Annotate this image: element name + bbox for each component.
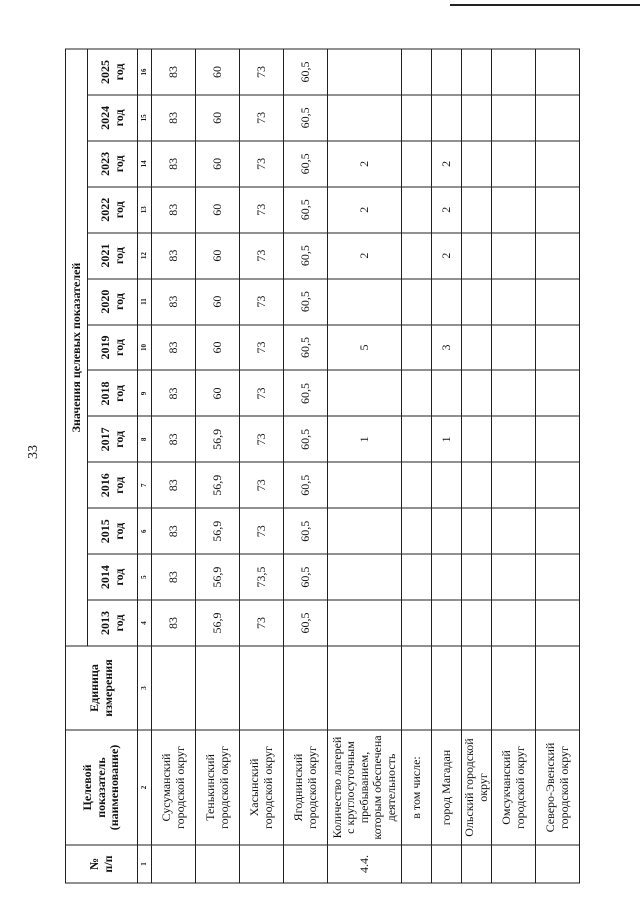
value-cell	[492, 462, 536, 508]
table-row	[536, 49, 580, 883]
indicator-name-cell: в том числе:	[402, 730, 432, 845]
row-number-cell: 4.4.	[328, 845, 402, 883]
value-cell: 73	[240, 49, 284, 95]
indicator-name-cell: Омсукчанский городской округ	[492, 730, 536, 845]
header-year: 2013 год	[88, 600, 138, 646]
header-year: 2019 год	[88, 325, 138, 371]
value-cell: 73,5	[240, 554, 284, 600]
table-row	[432, 49, 462, 883]
value-cell	[492, 416, 536, 462]
value-cell: 73	[240, 95, 284, 141]
header-year: 2015 год	[88, 508, 138, 554]
value-cell: 2	[328, 187, 402, 233]
header-year: 2021 год	[88, 233, 138, 279]
value-cell	[462, 370, 492, 416]
top-rule	[450, 4, 640, 6]
indicator-name-cell: Сусуманский городской округ	[152, 730, 196, 845]
value-cell: 73	[240, 187, 284, 233]
value-cell: 60,5	[284, 554, 328, 600]
value-cell	[536, 49, 580, 95]
value-cell	[432, 600, 462, 646]
value-cell: 83	[152, 462, 196, 508]
value-cell	[492, 508, 536, 554]
value-cell: 73	[240, 141, 284, 187]
value-cell: 60,5	[284, 600, 328, 646]
value-cell	[432, 508, 462, 554]
header-year: 2025 год	[88, 49, 138, 95]
value-cell	[402, 187, 432, 233]
value-cell: 3	[432, 325, 462, 371]
value-cell	[328, 49, 402, 95]
header-year: 2017 год	[88, 416, 138, 462]
value-cell: 56,9	[196, 416, 240, 462]
value-cell	[536, 141, 580, 187]
header-year: 2023 год	[88, 141, 138, 187]
value-cell: 60,5	[284, 49, 328, 95]
value-cell: 2	[328, 233, 402, 279]
value-cell: 73	[240, 600, 284, 646]
value-cell: 1	[432, 416, 462, 462]
column-number: 14	[138, 141, 152, 187]
value-cell	[462, 187, 492, 233]
value-cell	[462, 416, 492, 462]
value-cell: 83	[152, 187, 196, 233]
value-cell	[536, 187, 580, 233]
value-cell: 60,5	[284, 508, 328, 554]
value-cell: 83	[152, 600, 196, 646]
value-cell: 60,5	[284, 187, 328, 233]
value-cell	[492, 370, 536, 416]
value-cell: 83	[152, 508, 196, 554]
indicator-name-cell: город Магадан	[432, 730, 462, 845]
column-number: 6	[138, 508, 152, 554]
value-cell	[402, 141, 432, 187]
column-number: 2	[138, 730, 152, 845]
value-cell: 60,5	[284, 279, 328, 325]
value-cell: 60	[196, 233, 240, 279]
row-number-cell	[402, 845, 432, 883]
value-cell	[402, 370, 432, 416]
value-cell	[462, 95, 492, 141]
value-cell	[328, 462, 402, 508]
value-cell: 56,9	[196, 600, 240, 646]
row-number-cell	[492, 845, 536, 883]
value-cell: 83	[152, 141, 196, 187]
value-cell	[328, 600, 402, 646]
value-cell: 60	[196, 95, 240, 141]
value-cell	[536, 416, 580, 462]
indicator-name-cell: Ягоднинский городской округ	[284, 730, 328, 845]
value-cell: 60	[196, 370, 240, 416]
unit-cell	[196, 646, 240, 730]
value-cell: 73	[240, 325, 284, 371]
value-cell	[536, 233, 580, 279]
indicator-name-cell: Тенькинский городской округ	[196, 730, 240, 845]
value-cell	[462, 462, 492, 508]
table-row	[284, 49, 328, 883]
value-cell	[432, 95, 462, 141]
value-cell: 60,5	[284, 233, 328, 279]
value-cell	[492, 600, 536, 646]
value-cell	[432, 370, 462, 416]
value-cell	[536, 279, 580, 325]
indicators-table	[65, 49, 580, 884]
column-number: 15	[138, 95, 152, 141]
value-cell	[432, 554, 462, 600]
value-cell	[536, 508, 580, 554]
value-cell: 5	[328, 325, 402, 371]
column-number: 16	[138, 49, 152, 95]
column-number: 8	[138, 416, 152, 462]
value-cell	[402, 508, 432, 554]
unit-cell	[492, 646, 536, 730]
value-cell	[402, 554, 432, 600]
value-cell	[492, 233, 536, 279]
value-cell: 60,5	[284, 416, 328, 462]
row-number-cell	[462, 845, 492, 883]
value-cell	[536, 554, 580, 600]
header-year: 2020 год	[88, 279, 138, 325]
column-number: 7	[138, 462, 152, 508]
value-cell	[492, 325, 536, 371]
rotated-table-container	[65, 49, 575, 884]
value-cell: 60	[196, 49, 240, 95]
unit-cell	[462, 646, 492, 730]
value-cell	[536, 325, 580, 371]
column-number: 9	[138, 370, 152, 416]
table-row	[152, 49, 196, 883]
value-cell	[536, 370, 580, 416]
row-number-cell	[240, 845, 284, 883]
indicator-name-cell: Северо-Эвенский городской округ	[536, 730, 580, 845]
header-indicator: Целевой показатель (наименование)	[66, 730, 138, 845]
value-cell	[328, 508, 402, 554]
column-number: 13	[138, 187, 152, 233]
value-cell: 2	[432, 187, 462, 233]
value-cell	[462, 600, 492, 646]
value-cell	[402, 95, 432, 141]
value-cell: 73	[240, 279, 284, 325]
value-cell: 73	[240, 233, 284, 279]
value-cell: 73	[240, 370, 284, 416]
table-row	[240, 49, 284, 883]
value-cell: 60,5	[284, 325, 328, 371]
header-values-group: Значения целевых показателей	[66, 49, 88, 646]
indicator-name-cell: Хасынский городской округ	[240, 730, 284, 845]
table-row	[492, 49, 536, 883]
value-cell	[402, 325, 432, 371]
unit-cell	[328, 646, 402, 730]
row-number-cell	[152, 845, 196, 883]
value-cell: 60,5	[284, 462, 328, 508]
value-cell	[462, 233, 492, 279]
value-cell	[492, 49, 536, 95]
value-cell	[402, 279, 432, 325]
column-number: 4	[138, 600, 152, 646]
row-number-cell	[536, 845, 580, 883]
value-cell	[492, 554, 536, 600]
column-number: 1	[138, 845, 152, 883]
unit-cell	[536, 646, 580, 730]
value-cell: 60,5	[284, 141, 328, 187]
value-cell	[402, 416, 432, 462]
value-cell: 60	[196, 279, 240, 325]
value-cell: 2	[328, 141, 402, 187]
value-cell	[462, 279, 492, 325]
header-year: 2014 год	[88, 554, 138, 600]
value-cell: 60	[196, 325, 240, 371]
table-row	[328, 49, 402, 883]
value-cell: 83	[152, 554, 196, 600]
row-number-cell	[196, 845, 240, 883]
value-cell: 73	[240, 416, 284, 462]
value-cell	[402, 49, 432, 95]
unit-cell	[240, 646, 284, 730]
unit-cell	[402, 646, 432, 730]
value-cell: 60	[196, 141, 240, 187]
column-number: 12	[138, 233, 152, 279]
value-cell: 60	[196, 187, 240, 233]
value-cell: 73	[240, 462, 284, 508]
value-cell	[402, 600, 432, 646]
value-cell	[432, 279, 462, 325]
value-cell	[492, 141, 536, 187]
value-cell	[432, 49, 462, 95]
value-cell	[492, 279, 536, 325]
value-cell	[402, 462, 432, 508]
unit-cell	[284, 646, 328, 730]
value-cell: 83	[152, 49, 196, 95]
value-cell: 60,5	[284, 95, 328, 141]
value-cell: 1	[328, 416, 402, 462]
value-cell	[492, 187, 536, 233]
value-cell	[462, 325, 492, 371]
value-cell: 56,9	[196, 508, 240, 554]
value-cell: 56,9	[196, 554, 240, 600]
value-cell: 83	[152, 279, 196, 325]
value-cell: 83	[152, 416, 196, 462]
value-cell	[402, 233, 432, 279]
unit-cell	[152, 646, 196, 730]
value-cell: 60,5	[284, 370, 328, 416]
value-cell: 83	[152, 233, 196, 279]
value-cell	[536, 95, 580, 141]
value-cell	[462, 141, 492, 187]
value-cell	[328, 554, 402, 600]
row-number-cell	[284, 845, 328, 883]
column-number: 5	[138, 554, 152, 600]
row-number-cell	[432, 845, 462, 883]
header-year: 2018 год	[88, 370, 138, 416]
header-unit: Единица измерения	[66, 646, 138, 730]
value-cell: 2	[432, 233, 462, 279]
value-cell	[462, 49, 492, 95]
header-year: 2022 год	[88, 187, 138, 233]
table-row	[402, 49, 432, 883]
header-year: 2024 год	[88, 95, 138, 141]
value-cell	[536, 462, 580, 508]
value-cell	[492, 95, 536, 141]
value-cell	[536, 600, 580, 646]
value-cell: 83	[152, 325, 196, 371]
value-cell: 83	[152, 370, 196, 416]
page-number: 33	[26, 445, 41, 459]
column-number: 11	[138, 279, 152, 325]
indicator-name-cell: Количество лагерей с круглосуточным пребыванием, которым обеспечена деятельность	[328, 730, 402, 845]
indicator-name-cell: Ольский городской округ	[462, 730, 492, 845]
value-cell: 73	[240, 508, 284, 554]
table-row	[196, 49, 240, 883]
value-cell: 56,9	[196, 462, 240, 508]
value-cell	[432, 462, 462, 508]
value-cell	[328, 95, 402, 141]
header-year: 2016 год	[88, 462, 138, 508]
value-cell	[462, 508, 492, 554]
value-cell: 2	[432, 141, 462, 187]
value-cell: 83	[152, 95, 196, 141]
column-number: 3	[138, 646, 152, 730]
column-number: 10	[138, 325, 152, 371]
header-num: № п/п	[66, 845, 138, 883]
value-cell	[328, 370, 402, 416]
table-row	[462, 49, 492, 883]
value-cell	[462, 554, 492, 600]
unit-cell	[432, 646, 462, 730]
value-cell	[328, 279, 402, 325]
